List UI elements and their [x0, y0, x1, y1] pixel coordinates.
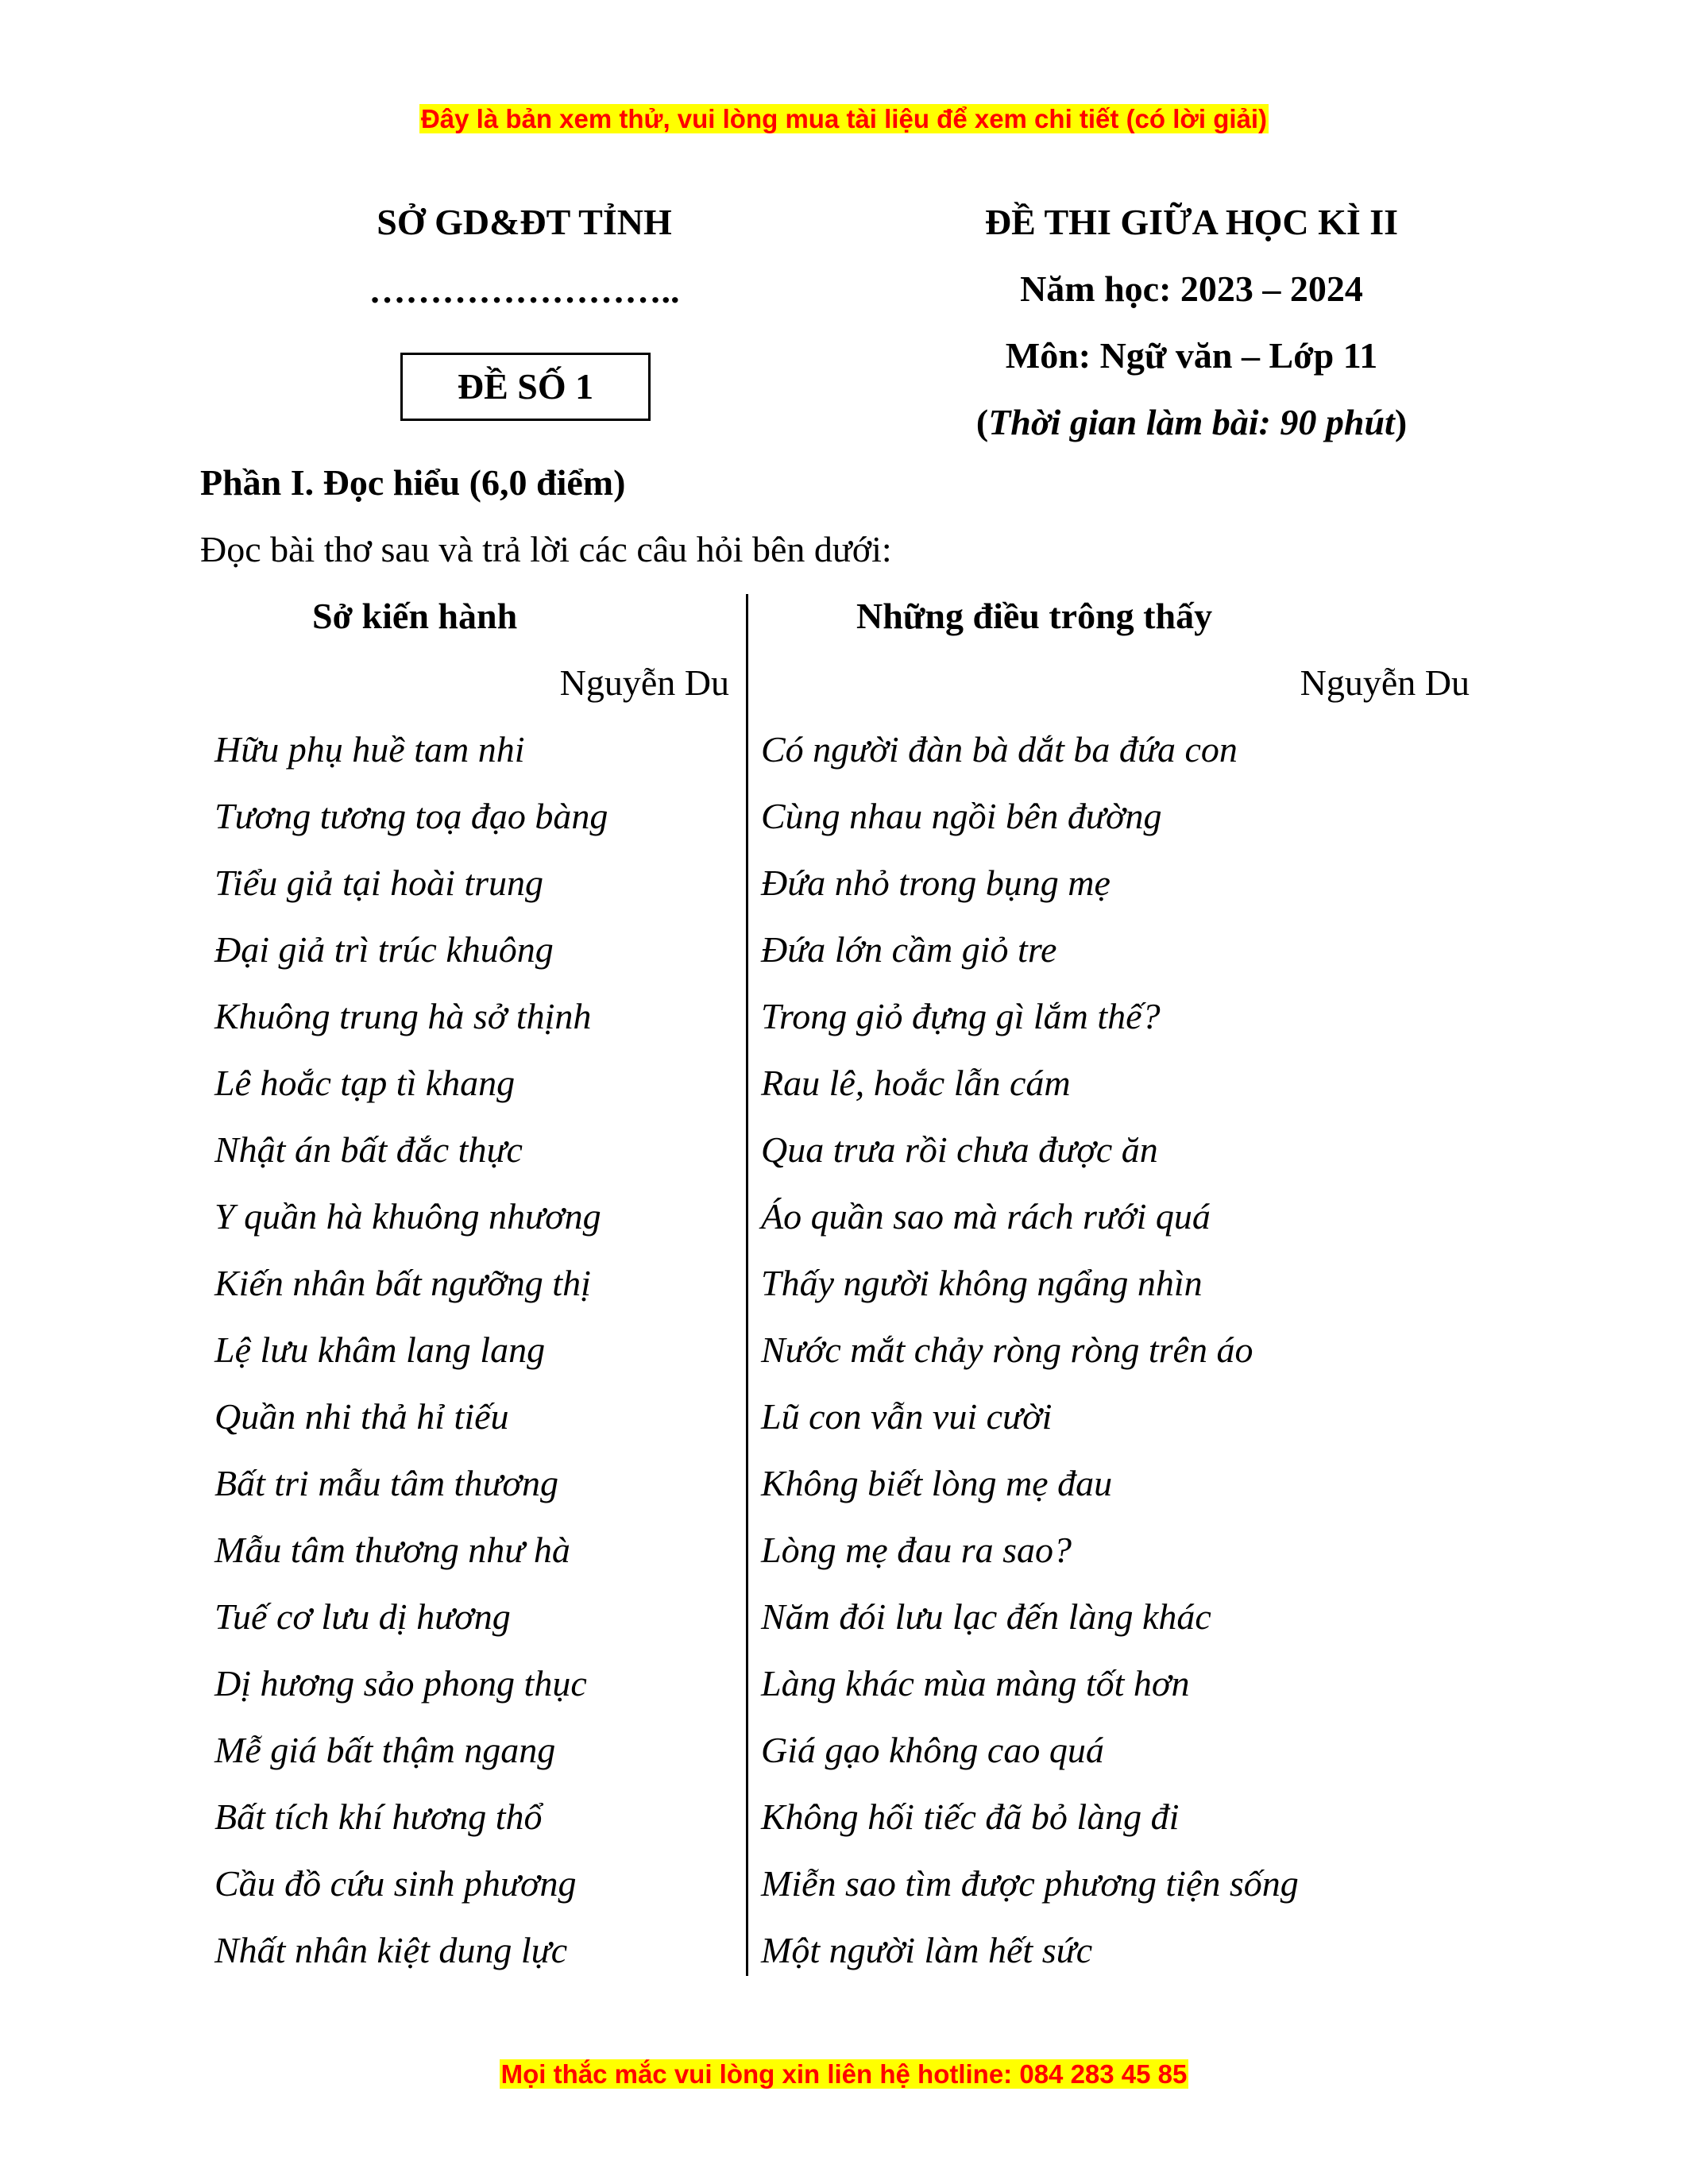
poem-line: Y quần hà khuông nhương [214, 1196, 601, 1237]
time-open: ( [975, 402, 989, 442]
poem-original-title: Sở kiến hành [312, 596, 518, 636]
section-title: Phần I. Đọc hiểu (6,0 điểm) [200, 462, 626, 503]
poem-line: Giá gạo không cao quá [761, 1730, 1104, 1770]
poem-line: Mẫu tâm thương như hà [214, 1530, 570, 1570]
poem-line: Lũ con vẫn vui cười [761, 1396, 1053, 1437]
poem-line: Bất tích khí hương thổ [214, 1796, 543, 1837]
instruction: Đọc bài thơ sau và trả lời các câu hỏi bên dưới: [200, 529, 892, 569]
poem-line: Lệ lưu khâm lang lang [214, 1329, 546, 1370]
hotline-notice [0, 2057, 1688, 2092]
school-year: Năm học: 2023 – 2024 [1020, 268, 1363, 309]
poem-line: Lòng mẹ đau ra sao? [761, 1530, 1072, 1570]
hotline-notice-text: Mọi thắc mắc vui lòng xin liên hệ hotline: 084 283 45 85 [500, 2059, 1188, 2089]
poem-line: Bất tri mẫu tâm thương [214, 1463, 558, 1503]
column-divider [746, 594, 748, 1976]
poem-translation-lines [761, 726, 1299, 1993]
poem-original-lines [214, 726, 608, 1993]
preview-notice-text: Đây là bản xem thử, vui lòng mua tài liệu để xem chi tiết (có lời giải) [420, 104, 1268, 133]
poem-line: Miễn sao tìm được phương tiện sống [761, 1863, 1299, 1904]
poem-line: Nhất nhân kiệt dung lực [214, 1930, 568, 1970]
time-limit [921, 399, 1462, 446]
poem-line: Mễ giá bất thậm ngang [214, 1730, 556, 1770]
poem-line: Áo quần sao mà rách rưới quá [761, 1196, 1211, 1237]
poem-line: Khuông trung hà sở thịnh [214, 996, 592, 1036]
poem-line: Quần nhi thả hỉ tiếu [214, 1396, 509, 1437]
poem-line: Năm đói lưu lạc đến làng khác [761, 1596, 1211, 1637]
poem-original-author: Nguyễn Du [559, 662, 729, 703]
poem-line: Nhật án bất đắc thực [214, 1129, 523, 1170]
poem-line: Đứa lớn cầm giỏ tre [761, 929, 1057, 970]
preview-notice [0, 102, 1688, 137]
poem-line: Cùng nhau ngồi bên đường [761, 796, 1162, 836]
time-close: ) [1394, 402, 1408, 442]
poem-line: Làng khác mùa màng tốt hơn [761, 1663, 1190, 1704]
subject-line: Môn: Ngữ văn – Lớp 11 [1005, 335, 1378, 376]
poem-line: Dị hương sảo phong thục [214, 1663, 587, 1704]
poem-line: Nước mắt chảy ròng ròng trên áo [761, 1329, 1253, 1370]
poem-line: Cầu đồ cứu sinh phương [214, 1863, 577, 1904]
poem-line: Tuế cơ lưu dị hương [214, 1596, 511, 1637]
exam-title: ĐỀ THI GIỮA HỌC KÌ II [984, 202, 1399, 242]
department-name: SỞ GD&ĐT TỈNH [377, 202, 672, 242]
poem-line: Không biết lòng mẹ đau [761, 1463, 1113, 1503]
poem-line: Tiểu giả tại hoài trung [214, 862, 544, 903]
poem-line: Đại giả trì trúc khuông [214, 929, 554, 970]
poem-line: Một người làm hết sức [761, 1930, 1093, 1970]
poem-line: Tương tương toạ đạo bàng [214, 796, 608, 836]
time-text: Thời gian làm bài: 90 phút [988, 402, 1395, 442]
poem-line: Thấy người không ngẩng nhìn [761, 1263, 1203, 1303]
exam-number-box: ĐỀ SỐ 1 [400, 353, 651, 421]
poem-line: Kiến nhân bất ngưỡng thị [214, 1263, 591, 1303]
poem-translation-author: Nguyễn Du [1300, 662, 1470, 703]
poem-line: Hữu phụ huề tam nhi [214, 729, 525, 770]
poem-line: Rau lê, hoắc lẫn cám [761, 1063, 1071, 1103]
poem-line: Có người đàn bà dắt ba đứa con [761, 729, 1238, 770]
province-placeholder: …………………….. [369, 270, 680, 311]
poem-line: Qua trưa rồi chưa được ăn [761, 1129, 1158, 1170]
poem-line: Không hối tiếc đã bỏ làng đi [761, 1796, 1180, 1837]
poem-line: Lê hoắc tạp tì khang [214, 1063, 516, 1103]
poem-line: Trong giỏ đựng gì lắm thế? [761, 996, 1161, 1036]
poem-translation-title: Những điều trông thấy [856, 596, 1213, 636]
poem-line: Đứa nhỏ trong bụng mẹ [761, 862, 1111, 903]
